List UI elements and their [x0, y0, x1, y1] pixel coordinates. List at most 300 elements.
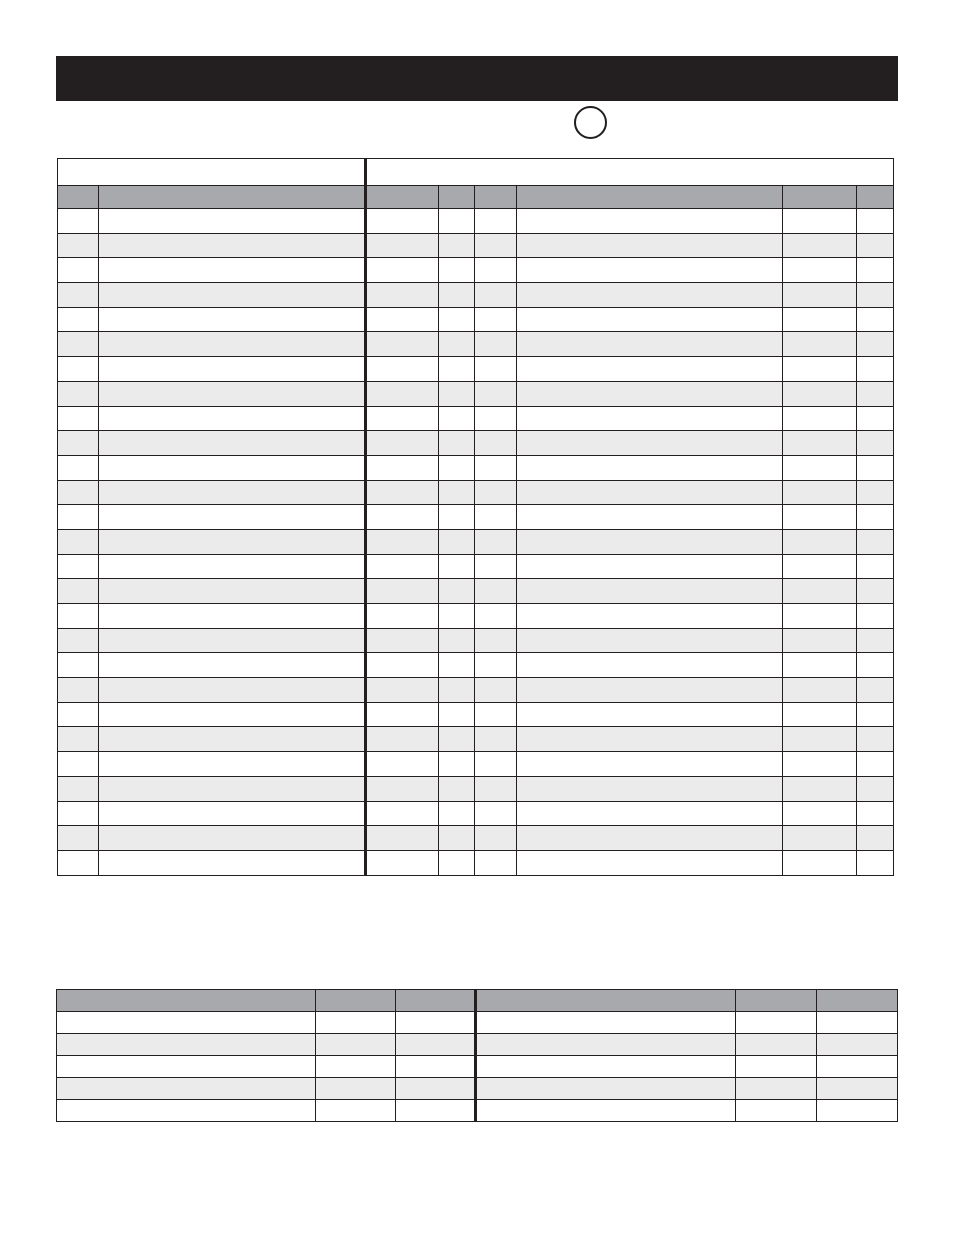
cell-key-right: [475, 752, 517, 777]
cell-part-number-right: [783, 529, 857, 554]
cell-key-left: [58, 628, 99, 653]
table-row: [58, 579, 894, 604]
table-row: [58, 307, 894, 332]
cell-description-left: [99, 554, 366, 579]
cell-qty-right: [857, 604, 894, 629]
title-bar: [56, 56, 898, 101]
summary-cell-5: [735, 1034, 816, 1056]
cell-qty-right: [857, 505, 894, 530]
summary-row: [57, 1034, 898, 1056]
table-row: [58, 455, 894, 480]
table-row: [58, 381, 894, 406]
cell-qty-left: [439, 233, 475, 258]
cell-part-number-right: [783, 702, 857, 727]
cell-description-left: [99, 332, 366, 357]
summary-col-header-4: [476, 990, 735, 1012]
cell-part-number-left: [366, 727, 439, 752]
cell-key-right: [475, 406, 517, 431]
cell-description-right: [517, 850, 783, 875]
summary-cell-4: [476, 1056, 735, 1078]
cell-qty-left: [439, 554, 475, 579]
cell-description-right: [517, 702, 783, 727]
cell-qty-left: [439, 209, 475, 234]
summary-row: [57, 1100, 898, 1122]
cell-qty-left: [439, 431, 475, 456]
cell-key-right: [475, 480, 517, 505]
table-row: [58, 505, 894, 530]
table-row: [58, 604, 894, 629]
summary-cell-4: [476, 1100, 735, 1122]
cell-description-left: [99, 307, 366, 332]
cell-part-number-right: [783, 801, 857, 826]
cell-description-left: [99, 381, 366, 406]
summary-cell-6: [816, 1056, 897, 1078]
cell-key-left: [58, 406, 99, 431]
cell-part-number-left: [366, 332, 439, 357]
cell-part-number-right: [783, 826, 857, 851]
table-row: [58, 258, 894, 283]
cell-part-number-left: [366, 776, 439, 801]
cell-key-left: [58, 850, 99, 875]
cell-description-right: [517, 505, 783, 530]
cell-qty-left: [439, 628, 475, 653]
col-header-qty-right: [857, 186, 894, 209]
cell-part-number-left: [366, 702, 439, 727]
cell-description-left: [99, 455, 366, 480]
cell-description-left: [99, 678, 366, 703]
cell-key-right: [475, 653, 517, 678]
cell-qty-right: [857, 283, 894, 308]
summary-cell-2: [316, 1100, 396, 1122]
cell-qty-right: [857, 653, 894, 678]
cell-key-left: [58, 258, 99, 283]
cell-qty-right: [857, 406, 894, 431]
table-row: [58, 529, 894, 554]
cell-qty-right: [857, 480, 894, 505]
cell-description-left: [99, 801, 366, 826]
cell-qty-left: [439, 678, 475, 703]
cell-key-right: [475, 702, 517, 727]
cell-description-right: [517, 406, 783, 431]
cell-key-left: [58, 702, 99, 727]
cell-key-left: [58, 357, 99, 382]
cell-qty-left: [439, 727, 475, 752]
cell-description-right: [517, 776, 783, 801]
cell-part-number-right: [783, 357, 857, 382]
cell-qty-left: [439, 258, 475, 283]
cell-part-number-right: [783, 480, 857, 505]
table-row: [58, 702, 894, 727]
cell-part-number-left: [366, 604, 439, 629]
summary-table: [56, 989, 898, 1122]
cell-key-left: [58, 283, 99, 308]
cell-description-right: [517, 455, 783, 480]
cell-description-right: [517, 826, 783, 851]
cell-qty-left: [439, 604, 475, 629]
cell-qty-right: [857, 850, 894, 875]
summary-cell-1: [57, 1056, 316, 1078]
cell-description-left: [99, 826, 366, 851]
table-row: [58, 233, 894, 258]
summary-cell-5: [735, 1078, 816, 1100]
cell-part-number-right: [783, 283, 857, 308]
cell-description-right: [517, 233, 783, 258]
cell-qty-right: [857, 554, 894, 579]
cell-qty-right: [857, 357, 894, 382]
cell-qty-right: [857, 209, 894, 234]
summary-row: [57, 1078, 898, 1100]
cell-part-number-right: [783, 653, 857, 678]
summary-cell-4: [476, 1078, 735, 1100]
cell-key-left: [58, 776, 99, 801]
table-row: [58, 752, 894, 777]
summary-cell-6: [816, 1078, 897, 1100]
cell-qty-left: [439, 283, 475, 308]
cell-key-right: [475, 283, 517, 308]
cell-description-right: [517, 554, 783, 579]
cell-qty-right: [857, 529, 894, 554]
summary-cell-5: [735, 1100, 816, 1122]
cell-key-right: [475, 505, 517, 530]
cell-qty-left: [439, 826, 475, 851]
summary-cell-3: [396, 1034, 476, 1056]
cell-qty-left: [439, 702, 475, 727]
summary-cell-2: [316, 1012, 396, 1034]
summary-cell-3: [396, 1056, 476, 1078]
circle-marker: [574, 106, 607, 139]
cell-key-right: [475, 332, 517, 357]
cell-part-number-right: [783, 505, 857, 530]
cell-key-right: [475, 801, 517, 826]
cell-qty-left: [439, 653, 475, 678]
cell-part-number-right: [783, 776, 857, 801]
cell-qty-right: [857, 628, 894, 653]
summary-cell-6: [816, 1034, 897, 1056]
summary-col-header-6: [816, 990, 897, 1012]
cell-qty-left: [439, 406, 475, 431]
table-row: [58, 628, 894, 653]
table-row: [58, 678, 894, 703]
cell-part-number-left: [366, 653, 439, 678]
cell-key-left: [58, 505, 99, 530]
cell-description-right: [517, 381, 783, 406]
cell-description-left: [99, 529, 366, 554]
cell-part-number-left: [366, 480, 439, 505]
cell-part-number-left: [366, 850, 439, 875]
table-row: [58, 357, 894, 382]
cell-description-left: [99, 653, 366, 678]
cell-part-number-left: [366, 628, 439, 653]
cell-qty-left: [439, 357, 475, 382]
cell-key-left: [58, 801, 99, 826]
cell-description-right: [517, 752, 783, 777]
table-row: [58, 406, 894, 431]
cell-qty-left: [439, 776, 475, 801]
cell-key-left: [58, 233, 99, 258]
cell-description-left: [99, 752, 366, 777]
cell-key-left: [58, 604, 99, 629]
parts-list-table: [57, 158, 894, 876]
cell-qty-right: [857, 801, 894, 826]
cell-key-right: [475, 431, 517, 456]
summary-row: [57, 1012, 898, 1034]
cell-key-left: [58, 579, 99, 604]
table-row: [58, 480, 894, 505]
cell-description-right: [517, 480, 783, 505]
cell-description-right: [517, 332, 783, 357]
cell-description-left: [99, 233, 366, 258]
cell-qty-left: [439, 505, 475, 530]
column-header-row: [58, 186, 894, 209]
cell-description-left: [99, 505, 366, 530]
summary-cell-4: [476, 1034, 735, 1056]
cell-part-number-left: [366, 826, 439, 851]
summary-col-header-3: [396, 990, 476, 1012]
cell-qty-right: [857, 702, 894, 727]
cell-part-number-left: [366, 752, 439, 777]
cell-key-right: [475, 826, 517, 851]
cell-key-right: [475, 678, 517, 703]
cell-description-right: [517, 579, 783, 604]
cell-part-number-left: [366, 233, 439, 258]
cell-part-number-right: [783, 604, 857, 629]
cell-description-left: [99, 480, 366, 505]
summary-cell-4: [476, 1012, 735, 1034]
cell-part-number-left: [366, 209, 439, 234]
cell-part-number-right: [783, 579, 857, 604]
table-row: [58, 209, 894, 234]
cell-description-right: [517, 283, 783, 308]
cell-part-number-left: [366, 307, 439, 332]
cell-qty-left: [439, 381, 475, 406]
cell-description-left: [99, 628, 366, 653]
cell-qty-right: [857, 233, 894, 258]
cell-qty-right: [857, 381, 894, 406]
cell-qty-right: [857, 826, 894, 851]
summary-cell-1: [57, 1012, 316, 1034]
summary-cell-1: [57, 1100, 316, 1122]
cell-key-right: [475, 233, 517, 258]
cell-part-number-right: [783, 431, 857, 456]
cell-qty-right: [857, 678, 894, 703]
cell-part-number-right: [783, 628, 857, 653]
cell-part-number-right: [783, 233, 857, 258]
cell-description-left: [99, 604, 366, 629]
col-header-key-right: [475, 186, 517, 209]
summary-col-header-5: [735, 990, 816, 1012]
cell-part-number-right: [783, 209, 857, 234]
cell-key-left: [58, 826, 99, 851]
cell-qty-right: [857, 455, 894, 480]
cell-part-number-right: [783, 455, 857, 480]
cell-description-left: [99, 776, 366, 801]
cell-part-number-left: [366, 505, 439, 530]
cell-part-number-right: [783, 752, 857, 777]
cell-key-right: [475, 579, 517, 604]
cell-description-right: [517, 307, 783, 332]
cell-description-right: [517, 529, 783, 554]
cell-key-left: [58, 307, 99, 332]
col-header-part-number-left: [366, 186, 439, 209]
summary-cell-5: [735, 1056, 816, 1078]
summary-cell-3: [396, 1012, 476, 1034]
cell-part-number-right: [783, 850, 857, 875]
cell-key-left: [58, 653, 99, 678]
cell-qty-left: [439, 529, 475, 554]
cell-part-number-left: [366, 431, 439, 456]
cell-key-right: [475, 776, 517, 801]
cell-description-right: [517, 431, 783, 456]
cell-qty-left: [439, 850, 475, 875]
cell-description-right: [517, 801, 783, 826]
cell-description-right: [517, 258, 783, 283]
cell-qty-right: [857, 752, 894, 777]
summary-col-header-2: [316, 990, 396, 1012]
summary-cell-2: [316, 1056, 396, 1078]
cell-part-number-left: [366, 283, 439, 308]
cell-description-right: [517, 628, 783, 653]
cell-qty-right: [857, 307, 894, 332]
cell-key-right: [475, 529, 517, 554]
summary-cell-1: [57, 1034, 316, 1056]
cell-key-right: [475, 604, 517, 629]
cell-qty-left: [439, 307, 475, 332]
cell-key-right: [475, 850, 517, 875]
summary-cell-3: [396, 1078, 476, 1100]
cell-part-number-left: [366, 258, 439, 283]
cell-key-right: [475, 307, 517, 332]
summary-cell-1: [57, 1078, 316, 1100]
table-row: [58, 554, 894, 579]
cell-key-right: [475, 727, 517, 752]
cell-description-right: [517, 604, 783, 629]
cell-key-left: [58, 529, 99, 554]
cell-qty-left: [439, 579, 475, 604]
cell-qty-right: [857, 332, 894, 357]
cell-part-number-left: [366, 678, 439, 703]
cell-key-right: [475, 381, 517, 406]
cell-part-number-left: [366, 357, 439, 382]
summary-cell-5: [735, 1012, 816, 1034]
cell-description-left: [99, 727, 366, 752]
section-header-left: [58, 159, 366, 186]
cell-description-right: [517, 357, 783, 382]
cell-part-number-right: [783, 258, 857, 283]
cell-description-left: [99, 357, 366, 382]
cell-description-left: [99, 579, 366, 604]
cell-part-number-left: [366, 406, 439, 431]
col-header-key-left: [58, 186, 99, 209]
cell-key-right: [475, 554, 517, 579]
cell-key-right: [475, 628, 517, 653]
table-row: [58, 431, 894, 456]
cell-description-left: [99, 431, 366, 456]
table-row: [58, 776, 894, 801]
section-header-right: [366, 159, 894, 186]
cell-key-left: [58, 455, 99, 480]
cell-part-number-right: [783, 332, 857, 357]
cell-key-left: [58, 727, 99, 752]
cell-part-number-left: [366, 455, 439, 480]
cell-key-left: [58, 332, 99, 357]
summary-row: [57, 1056, 898, 1078]
cell-key-left: [58, 209, 99, 234]
cell-qty-left: [439, 480, 475, 505]
cell-qty-right: [857, 431, 894, 456]
cell-part-number-right: [783, 307, 857, 332]
cell-part-number-right: [783, 727, 857, 752]
cell-part-number-right: [783, 554, 857, 579]
cell-qty-right: [857, 579, 894, 604]
cell-key-left: [58, 678, 99, 703]
cell-part-number-left: [366, 579, 439, 604]
cell-qty-left: [439, 801, 475, 826]
cell-description-right: [517, 209, 783, 234]
table-row: [58, 653, 894, 678]
cell-qty-right: [857, 776, 894, 801]
cell-part-number-left: [366, 554, 439, 579]
cell-part-number-right: [783, 381, 857, 406]
cell-part-number-right: [783, 406, 857, 431]
cell-description-left: [99, 258, 366, 283]
table-row: [58, 727, 894, 752]
cell-part-number-left: [366, 381, 439, 406]
summary-cell-2: [316, 1078, 396, 1100]
table-row: [58, 332, 894, 357]
cell-description-left: [99, 850, 366, 875]
cell-key-left: [58, 554, 99, 579]
summary-cell-6: [816, 1100, 897, 1122]
cell-qty-right: [857, 258, 894, 283]
cell-description-right: [517, 653, 783, 678]
section-header-row: [58, 159, 894, 186]
col-header-part-number-right: [783, 186, 857, 209]
table-row: [58, 801, 894, 826]
cell-key-left: [58, 752, 99, 777]
cell-description-left: [99, 209, 366, 234]
cell-key-left: [58, 480, 99, 505]
cell-description-right: [517, 727, 783, 752]
summary-cell-2: [316, 1034, 396, 1056]
cell-key-right: [475, 209, 517, 234]
cell-key-right: [475, 455, 517, 480]
cell-qty-right: [857, 727, 894, 752]
summary-cell-3: [396, 1100, 476, 1122]
table-row: [58, 850, 894, 875]
cell-key-right: [475, 258, 517, 283]
cell-key-left: [58, 431, 99, 456]
summary-cell-6: [816, 1012, 897, 1034]
table-row: [58, 826, 894, 851]
cell-description-left: [99, 702, 366, 727]
cell-description-right: [517, 678, 783, 703]
cell-qty-left: [439, 455, 475, 480]
cell-key-right: [475, 357, 517, 382]
cell-qty-left: [439, 752, 475, 777]
cell-description-left: [99, 283, 366, 308]
col-header-description-left: [99, 186, 366, 209]
cell-description-left: [99, 406, 366, 431]
col-header-description-right: [517, 186, 783, 209]
cell-qty-left: [439, 332, 475, 357]
col-header-qty-left: [439, 186, 475, 209]
summary-col-header-1: [57, 990, 316, 1012]
cell-part-number-right: [783, 678, 857, 703]
cell-part-number-left: [366, 801, 439, 826]
cell-key-left: [58, 381, 99, 406]
table-row: [58, 283, 894, 308]
cell-part-number-left: [366, 529, 439, 554]
